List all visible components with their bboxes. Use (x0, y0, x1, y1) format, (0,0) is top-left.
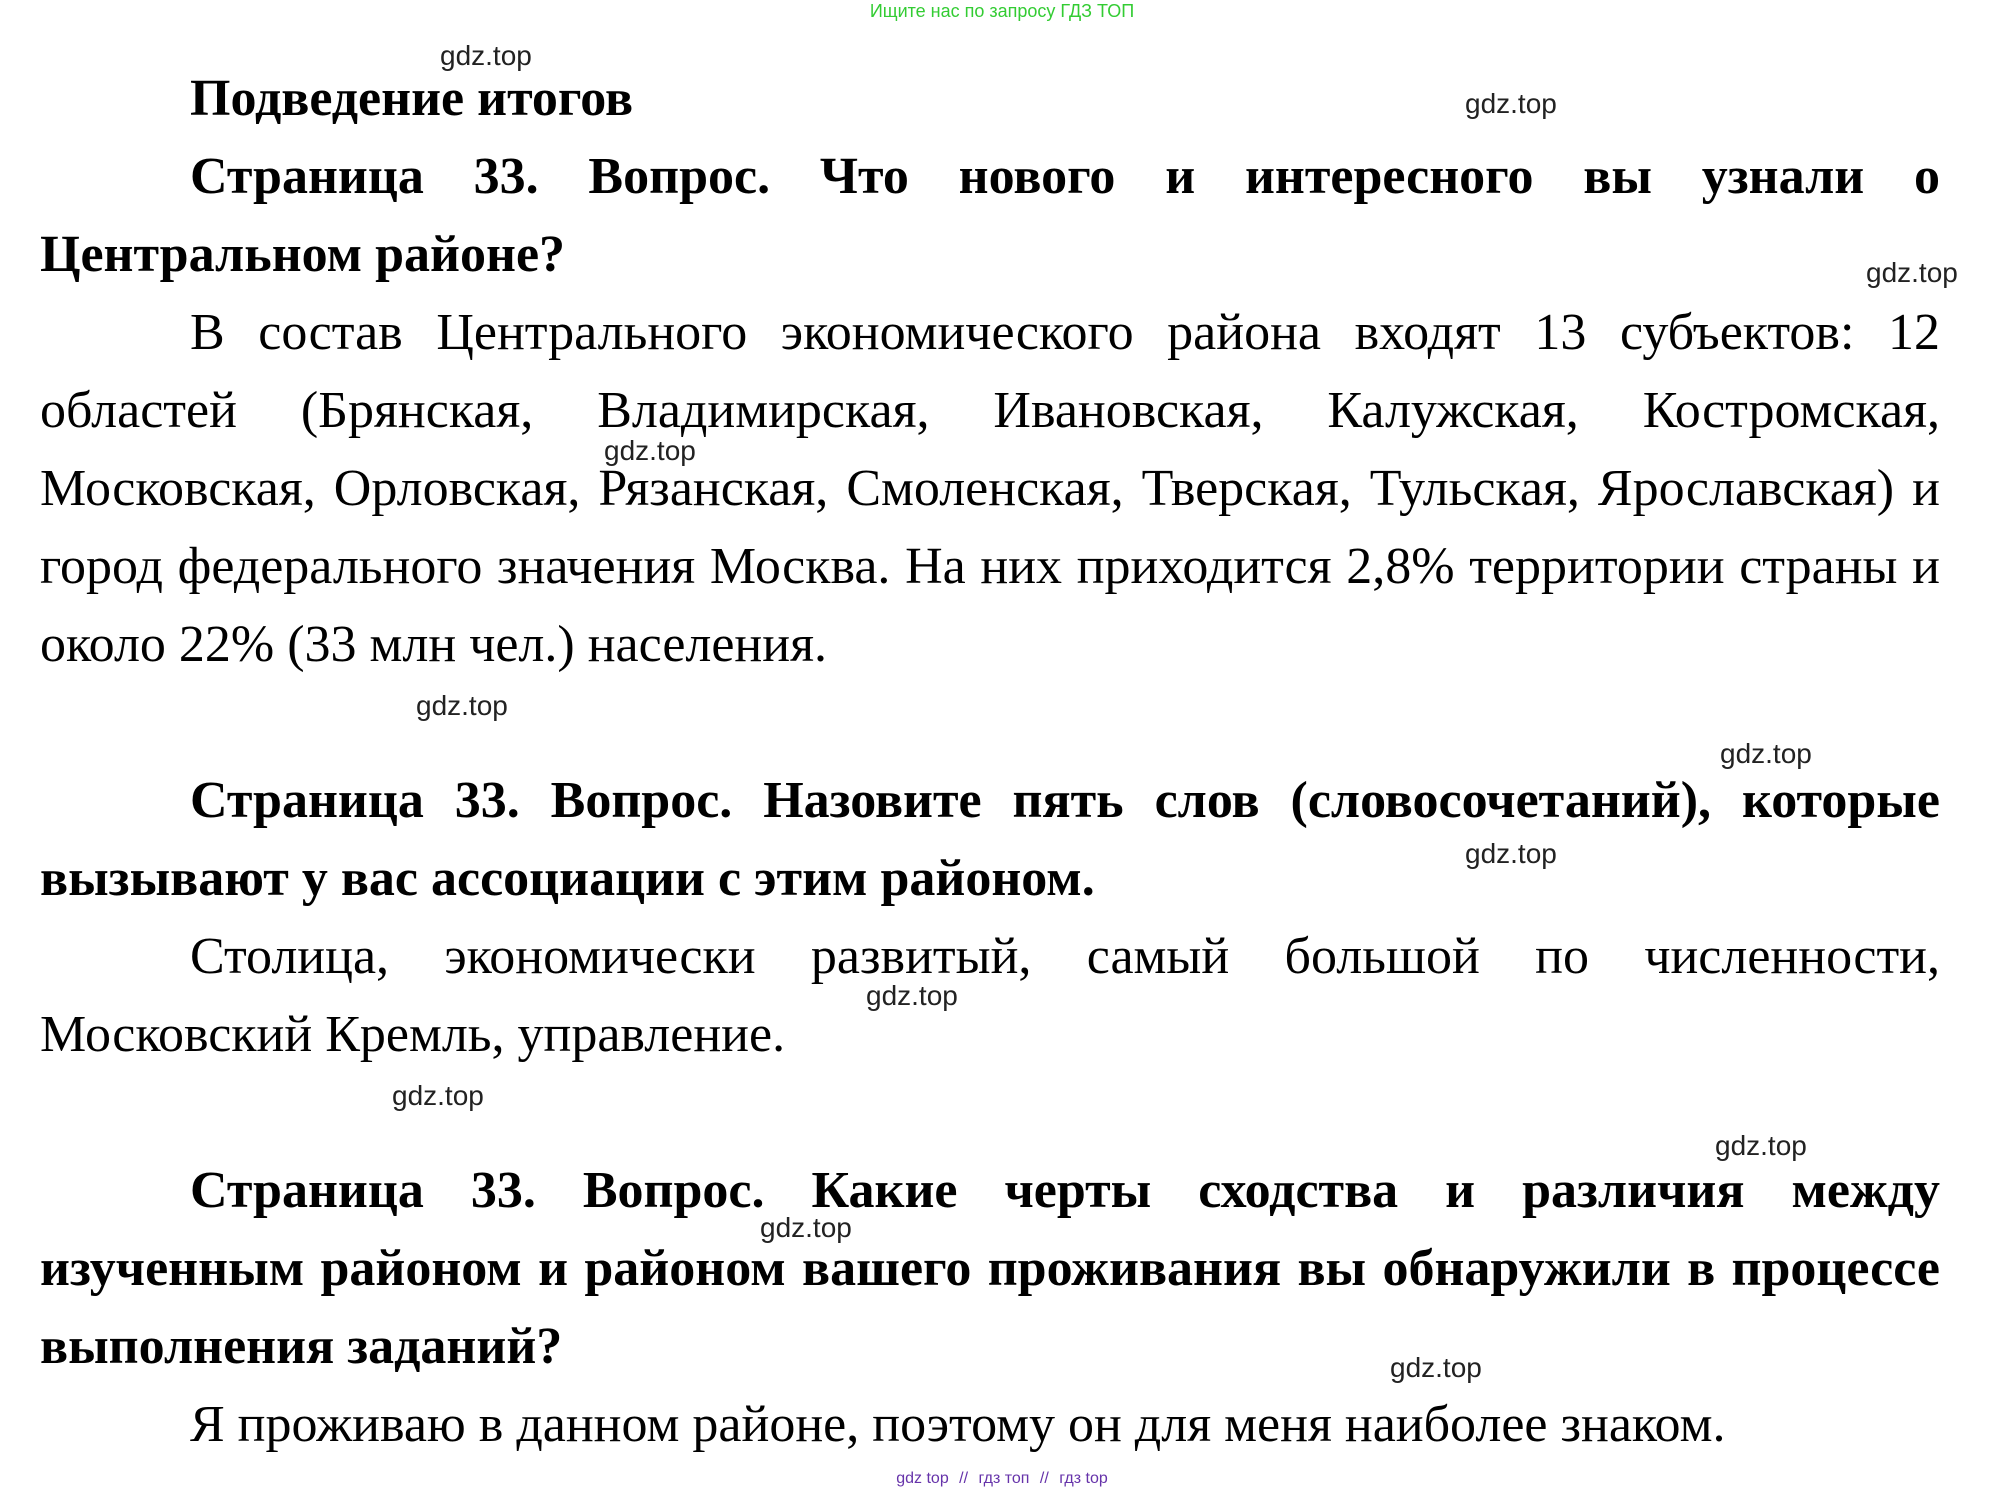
watermark: gdz.top (416, 690, 508, 721)
watermark: gdz.top (440, 40, 532, 71)
spacer (40, 1074, 1940, 1152)
footer-link[interactable]: гдз top (1059, 1470, 1108, 1487)
answer-1: В состав Центрального экономического района входят 13 субъектов: 12 областей (Брянская, Владимирская, Ивановская, Калужская, Костромская, Московская, Орловская, Рязанская, Смоленская, Тверская, Тульская, Ярославская) и город федерального значения Москва. На них приходится 2,8% территории страны и около 22% (33 млн чел.) населения. (40, 304, 1940, 673)
watermark: gdz.top (1465, 838, 1557, 869)
watermark: gdz.top (1866, 257, 1958, 288)
watermark: gdz.top (866, 980, 958, 1011)
footer-link[interactable]: гдз топ (978, 1470, 1030, 1487)
answer-3: Я проживаю в данном районе, поэтому он для меня наиболее знаком. (190, 1396, 1726, 1453)
footer-separator: // (959, 1470, 969, 1487)
watermark: gdz.top (1390, 1352, 1482, 1383)
question-1: Страница 33. Вопрос. Что нового и интересного вы узнали о Центральном районе? (40, 148, 1940, 283)
document-body (40, 60, 1940, 1464)
section-title: Подведение итогов (190, 70, 634, 127)
spacer (40, 684, 1940, 762)
question-3: Страница 33. Вопрос. Какие черты сходства и различия между изученным районом и районом вашего проживания вы обнаружили в процессе выполнения заданий? (40, 1162, 1940, 1375)
question-2: Страница 33. Вопрос. Назовите пять слов (словосочетаний), которые вызывают у вас ассоциации с этим районом. (40, 772, 1940, 907)
promo-banner[interactable]: Ищите нас по запросу ГДЗ ТОП (869, 1, 1135, 21)
footer-link[interactable]: gdz top (896, 1470, 949, 1487)
watermark: gdz.top (1465, 88, 1557, 119)
watermark: gdz.top (1720, 738, 1812, 769)
footer-separator: // (1039, 1470, 1049, 1487)
answer-2: Столица, экономически развитый, самый большой по численности, Московский Кремль, управление. (40, 928, 1940, 1063)
watermark: gdz.top (604, 435, 696, 466)
watermark: gdz.top (392, 1080, 484, 1111)
watermark: gdz.top (1715, 1130, 1807, 1161)
footer-links (0, 1470, 2004, 1488)
watermark: gdz.top (760, 1212, 852, 1243)
